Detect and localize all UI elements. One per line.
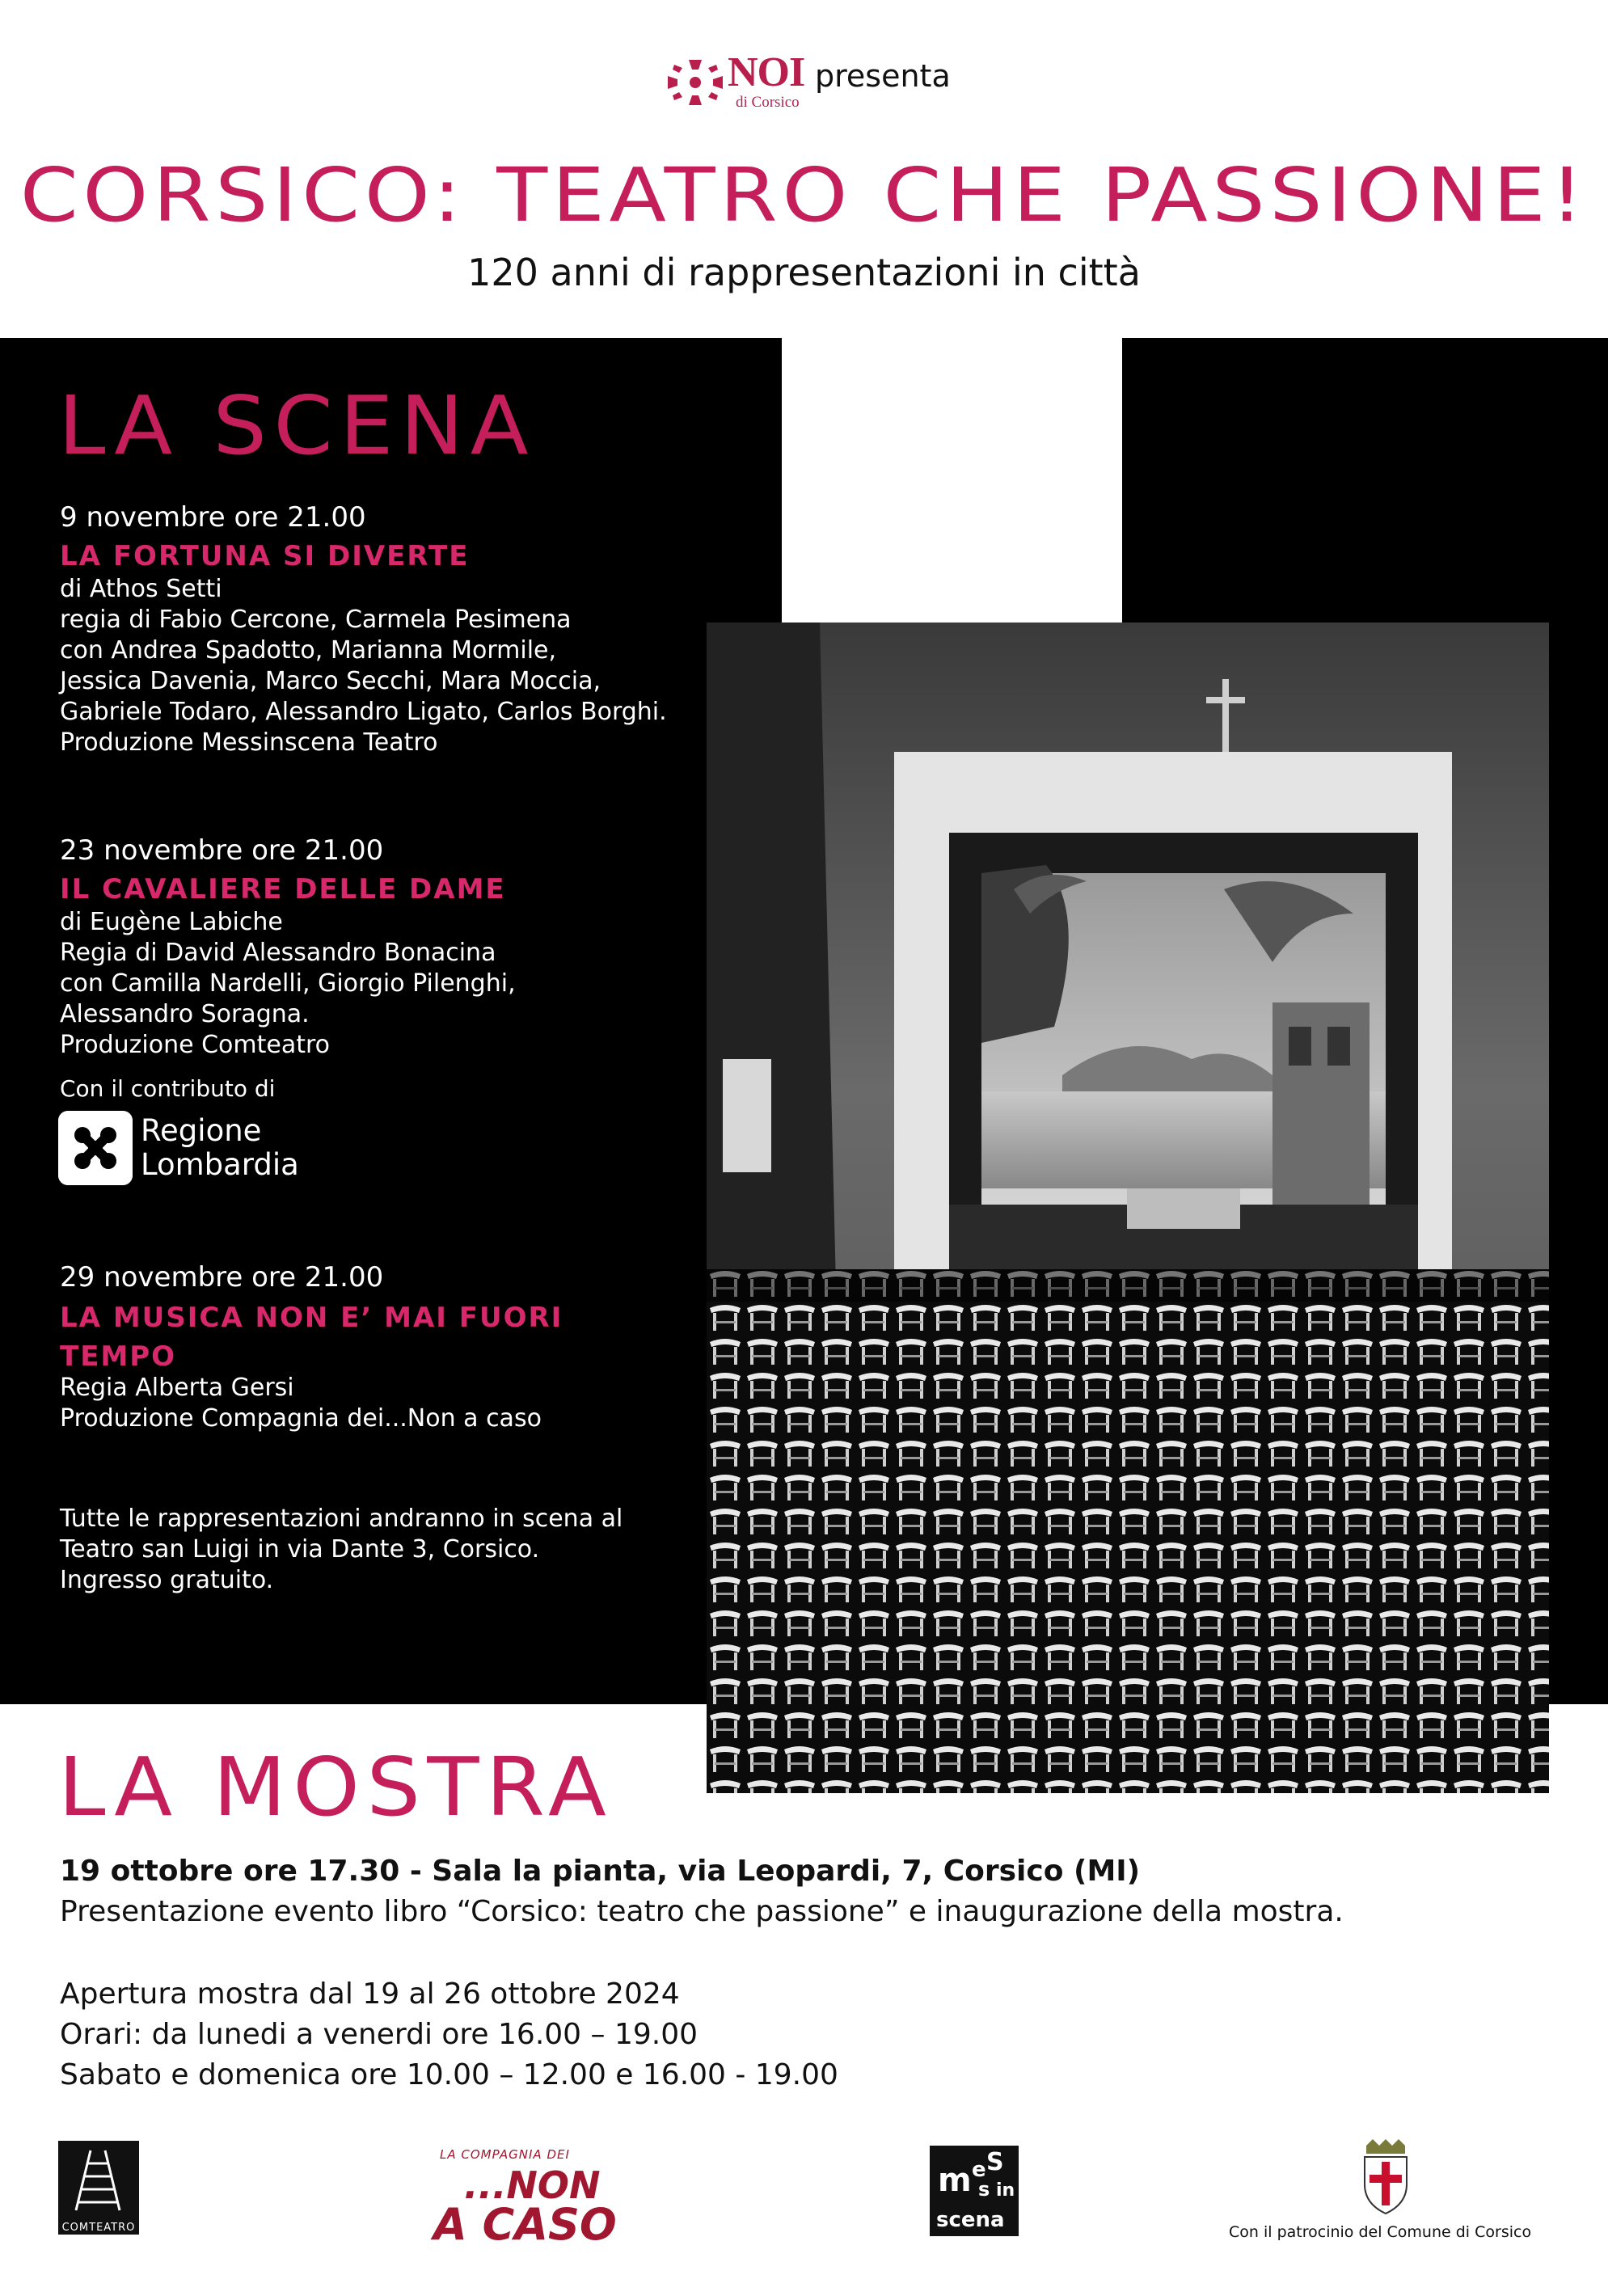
non-a-caso-logo-line-2: A CASO [433,2199,617,2250]
event-3-title-line-1: LA MUSICA NON E’ MAI FUORI [60,1302,563,1334]
mostra-hours-line: Sabato e domenica ore 10.00 – 12.00 e 16.00 - 19.00 [60,2058,838,2091]
event-2-detail-line: Alessandro Soragna. [60,1000,310,1028]
poster-title: CORSICO: TEATRO CHE PASSIONE! [19,152,1589,238]
event-1-detail-line: Gabriele Todaro, Alessandro Ligato, Carlos Borghi. [60,698,667,726]
venue-note-line: Ingresso gratuito. [60,1566,274,1594]
event-3-detail-line: Regia Alberta Gersi [60,1374,294,1402]
event-1-date: 9 novembre ore 21.00 [60,501,366,534]
event-2-detail-line: di Eugène Labiche [60,908,283,936]
corsico-crest-icon [1355,2139,1416,2215]
event-3-title [60,1298,563,1376]
scena-section-title: LA SCENA [58,378,536,473]
theatre-photo [707,623,1549,1793]
event-1-detail-line: di Athos Setti [60,575,222,603]
event-3-detail-line: Produzione Compagnia dei...Non a caso [60,1404,542,1433]
noi-logo-subtitle: di Corsico [736,94,800,111]
event-2-title: IL CAVALIERE DELLE DAME [60,873,506,905]
mostra-event-description: Presentazione evento libro “Corsico: teatro che passione” e inaugurazione della mostra. [60,1895,1344,1928]
svg-text:in: in [996,2180,1015,2201]
event-3-date: 29 novembre ore 21.00 [60,1261,384,1294]
venue-notes [60,1504,623,1596]
event-2-detail-line: Regia di David Alessandro Bonacina [60,939,496,967]
noi-logo-word: NOI [728,49,805,95]
messinscena-logo-icon [930,2146,1019,2236]
regione-line-2: Lombardia [141,1147,299,1182]
venue-note-line: Tutte le rappresentazioni andranno in scena al [60,1505,623,1533]
mostra-section-title: LA MOSTRA [58,1740,614,1834]
non-a-caso-logo-small: LA COMPAGNIA DEI [440,2147,570,2162]
event-2-detail-line: Produzione Comteatro [60,1031,331,1059]
event-1-detail-line: con Andrea Spadotto, Marianna Mormile, [60,636,557,665]
mostra-event-line: 19 ottobre ore 17.30 - Sala la pianta, via Leopardi, 7, Corsico (MI) [60,1855,1141,1888]
mostra-hours-line: Apertura mostra dal 19 al 26 ottobre 2024 [60,1977,680,2011]
event-1-detail-line: Jessica Davenia, Marco Secchi, Mara Moccia, [60,667,601,695]
contributo-label: Con il contributo di [60,1075,276,1102]
event-1-detail-line: Produzione Messinscena Teatro [60,728,438,757]
regione-lombardia-logo-icon [58,1111,133,1185]
event-1-detail-line: regia di Fabio Cercone, Carmela Pesimena [60,606,572,634]
event-3-title-line-2: TEMPO [60,1340,177,1373]
event-1-title: LA FORTUNA SI DIVERTE [60,540,470,572]
svg-text:m: m [938,2162,972,2199]
comteatro-label: COMTEATRO [61,2222,136,2234]
poster-subtitle: 120 anni di rappresentazioni in città [467,251,1141,294]
svg-text:s: s [978,2178,990,2201]
mostra-hours-line: Orari: da lunedi a venerdi ore 16.00 – 19.00 [60,2018,698,2051]
comteatro-logo-icon [58,2141,139,2235]
noi-logo-icon [665,57,726,108]
svg-text:e: e [972,2158,986,2182]
event-2-detail-line: con Camilla Nardelli, Giorgio Pilenghi, [60,969,516,998]
patrocinio-label: Con il patrocinio del Comune di Corsico [1229,2223,1532,2241]
venue-note-line: Teatro san Luigi in via Dante 3, Corsico. [60,1535,540,1564]
event-2-details [60,907,516,1061]
mostra-hours [60,1974,838,2096]
regione-line-1: Regione [141,1113,262,1148]
event-1-details [60,574,667,758]
regione-lombardia-label [141,1114,299,1182]
event-3-details [60,1373,542,1434]
presenta-label: presenta [815,58,951,94]
svg-text:scena: scena [936,2208,1005,2232]
event-2-date: 23 novembre ore 21.00 [60,834,384,867]
non-a-caso-logo-line-1: ...NON [464,2163,601,2207]
svg-text:S: S [986,2148,1004,2176]
